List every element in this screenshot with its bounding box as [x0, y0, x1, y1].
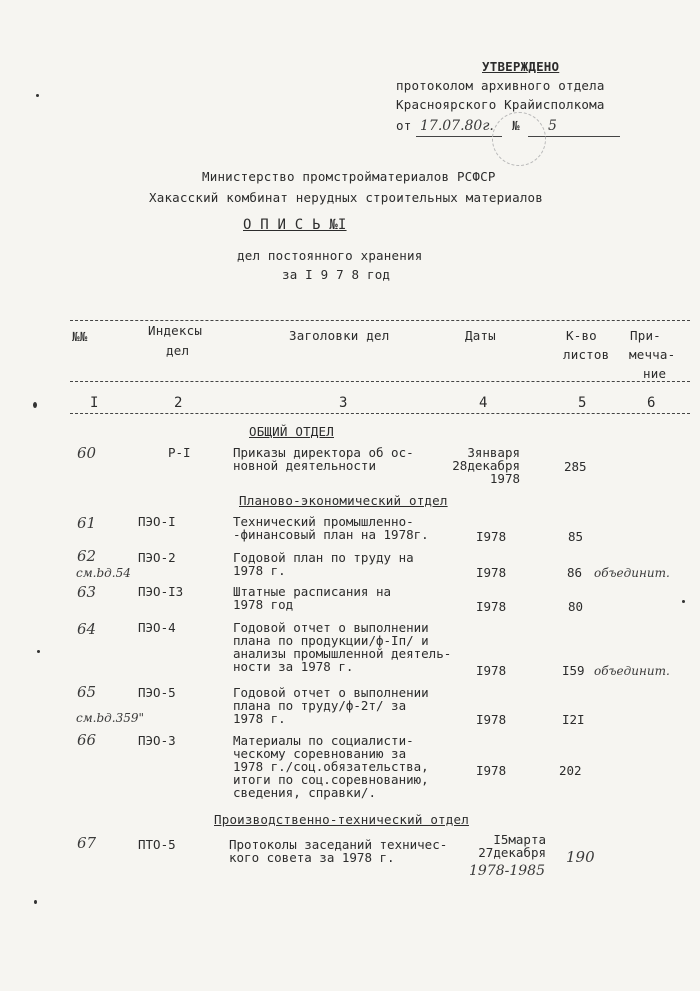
row-index: ПТО-5: [138, 837, 176, 852]
col-header-note-2: мечча-: [629, 347, 676, 362]
row-number: 63: [77, 583, 97, 601]
row-title: Технический промышленно- -финансовый план на 1978г.: [233, 514, 429, 542]
section-heading-production: Производственно-технический отдел: [214, 812, 469, 827]
row-sheets: 202: [559, 763, 582, 778]
row-sheets: I59: [562, 663, 585, 678]
header-bottom-rule: [70, 381, 690, 382]
row-dates: I5марта 27декабря: [478, 832, 546, 860]
col-number-6: 6: [647, 395, 656, 411]
header-top-rule: [70, 320, 690, 321]
row-index: ПЭО-I: [138, 514, 176, 529]
row-sheets: 285: [564, 459, 587, 474]
col-header-dates: Даты: [465, 328, 496, 343]
col-header-title: Заголовки дел: [289, 328, 390, 343]
row-dates: I978: [476, 663, 507, 678]
col-number-5: 5: [578, 395, 587, 411]
row-title: Штатные расписания на 1978 год: [233, 584, 392, 612]
ink-speck: [34, 900, 37, 904]
ink-speck: [36, 94, 39, 97]
document-title: О П И С Ь №I: [243, 217, 347, 233]
approval-title: УТВЕРЖДЕНО: [482, 59, 560, 74]
approval-number-prefix: №: [512, 118, 520, 133]
col-header-index-1: Индексы: [148, 323, 203, 338]
row-dates: I978: [476, 599, 507, 614]
row-number: 61: [77, 514, 97, 532]
col-number-4: 4: [479, 395, 488, 411]
row-sheets: 80: [568, 599, 584, 614]
row-number: 67: [77, 834, 97, 852]
col-number-1: I: [90, 395, 99, 411]
col-header-sheets-2: листов: [563, 347, 610, 362]
row-dates: I978: [476, 712, 507, 727]
section-heading-planning: Планово-экономический отдел: [239, 493, 448, 508]
row-note: объединит.: [594, 664, 670, 678]
col-header-num: №№: [72, 329, 88, 344]
row-index: ПЭО-I3: [138, 584, 184, 599]
row-dates: 3января 28декабря 1978: [452, 445, 520, 486]
faint-stamp: [492, 112, 546, 166]
col-header-note-3: ние: [643, 366, 667, 381]
row-number: 66: [77, 731, 97, 749]
row-sheets: 190: [566, 848, 595, 866]
organization-line: Хакасский комбинат нерудных строительных материалов: [149, 190, 544, 205]
row-dates: I978: [476, 529, 507, 544]
row-index: ПЭО-2: [138, 550, 176, 565]
ministry-line: Министерство промстройматериалов РСФСР: [202, 169, 496, 184]
row-number: 62: [77, 547, 97, 565]
approval-number-value: 5: [548, 118, 557, 134]
row-number: 60: [77, 444, 97, 462]
ink-speck: [682, 600, 685, 603]
row-title: Приказы директора об ос- новной деятельности: [233, 445, 414, 473]
col-header-index-2: дел: [166, 343, 190, 358]
row-title: Годовой отчет о выполнении плана по труду/ф-2т/ за 1978 г.: [233, 685, 429, 726]
row-number: 65: [77, 683, 97, 701]
row-number: 64: [77, 620, 97, 638]
row-margin-note: см.bд.54: [76, 566, 131, 580]
row-title: Годовой план по труду на 1978 г.: [233, 550, 414, 578]
approval-line-1: протоколом архивного отдела: [396, 78, 605, 93]
row-note: объединит.: [594, 566, 670, 580]
ink-speck: [33, 402, 37, 408]
document-subtitle: дел постоянного хранения: [237, 248, 423, 263]
row-margin-note: см.bд.359": [76, 711, 145, 725]
col-number-2: 2: [174, 395, 183, 411]
approval-date-prefix: от: [396, 118, 412, 133]
section-heading-general: ОБЩИЙ ОТДЕЛ: [249, 424, 334, 439]
row-dates: I978: [476, 763, 507, 778]
row-dates-range: 1978-1985: [469, 863, 545, 879]
ink-speck: [37, 650, 40, 653]
col-number-3: 3: [339, 395, 348, 411]
row-sheets: 86: [567, 565, 583, 580]
approval-date-underline: [416, 136, 502, 137]
row-title: Материалы по социалисти- ческому соревнованию за 1978 г./соц.обязательства, итоги по соц.соревнованию, сведения, справки/.: [233, 733, 429, 800]
row-sheets: I2I: [562, 712, 585, 727]
row-index: ПЭО-4: [138, 620, 176, 635]
row-index: Р-I: [168, 445, 191, 460]
row-title: Годовой отчет о выполнении плана по продукции/ф-Iп/ и анализы промышленной деятель- ности за 1978 г.: [233, 620, 452, 674]
col-header-note-1: При-: [630, 328, 661, 343]
column-numbers-rule: [70, 413, 690, 414]
row-index: ПЭО-3: [138, 733, 176, 748]
document-year: за I 9 7 8 год: [282, 267, 391, 282]
row-title: Протоколы заседаний техничес- кого совета за 1978 г.: [229, 837, 448, 865]
row-index: ПЭО-5: [138, 685, 176, 700]
row-dates: I978: [476, 565, 507, 580]
row-sheets: 85: [568, 529, 584, 544]
approval-line-2: Красноярского Крайисполкома: [396, 97, 605, 112]
approval-date-value: 17.07.80г.: [420, 118, 494, 134]
col-header-sheets-1: К-во: [566, 328, 597, 343]
